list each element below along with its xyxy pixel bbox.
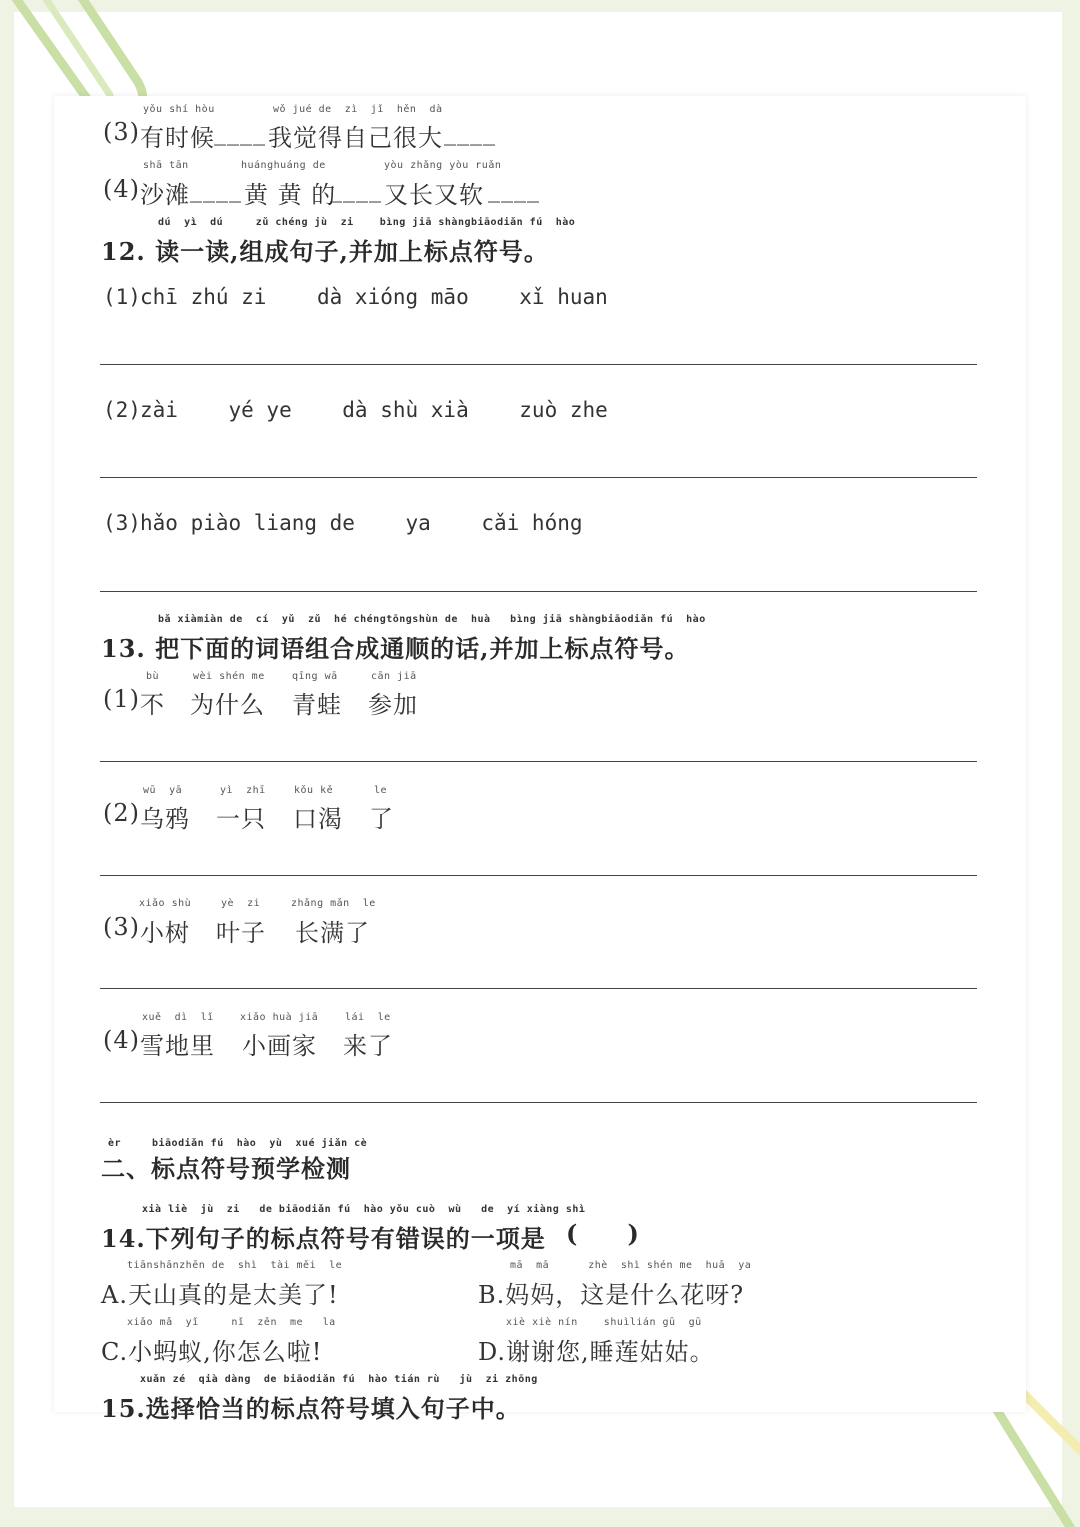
- question-title: 15.选择恰当的标点符号填入句子中。: [101, 1394, 521, 1423]
- pinyin-line: xuǎn zé qià dàng de biāodiǎn fú hào tián rù jù zi zhōng: [140, 1374, 538, 1385]
- pinyin-line: xià liè jù zi de biāodiǎn fú hào yǒu cuò wù de yí xiàng shì: [142, 1204, 586, 1215]
- pinyin-line: dú yì dú zǔ chéng jù zi bìng jiā shàngbiāodiǎn fú hào: [158, 217, 576, 228]
- question-number: (4): [103, 1026, 140, 1054]
- pinyin-words: chī zhú zi dà xióng māo xǐ huan: [140, 285, 608, 309]
- word: 叶子: [216, 919, 266, 947]
- word: 口渴: [293, 805, 343, 833]
- sentence-fragment: 有时候: [140, 124, 215, 152]
- answer-line[interactable]: [100, 591, 977, 592]
- word: 乌鸦: [140, 805, 190, 833]
- pinyin-line: huánghuáng de: [241, 160, 326, 171]
- question-title: 12. 读一读,组成句子,并加上标点符号。: [101, 237, 549, 266]
- question-number: (1): [103, 685, 140, 713]
- answer-paren[interactable]: ( ): [566, 1219, 639, 1248]
- question-number: (2): [103, 398, 141, 422]
- answer-line[interactable]: [100, 761, 977, 762]
- sentence-fragment: 我觉得自己很大: [268, 124, 443, 152]
- pinyin-line: yì zhī: [220, 785, 266, 796]
- word: 参加: [368, 691, 418, 719]
- pinyin-line: xiè xiè nín shuìlián gū gū: [506, 1317, 702, 1328]
- pinyin-line: kǒu kě: [294, 785, 334, 796]
- answer-line[interactable]: [100, 875, 977, 876]
- question-title: 14.下列句子的标点符号有错误的一项是: [101, 1224, 546, 1253]
- pinyin-line: bù: [146, 671, 160, 682]
- word: 一只: [216, 805, 266, 833]
- answer-line[interactable]: [100, 364, 977, 365]
- question-number: (3): [103, 118, 140, 146]
- word: 小树: [140, 919, 190, 947]
- answer-line[interactable]: [100, 477, 977, 478]
- question-number: (1): [103, 285, 141, 309]
- option-d[interactable]: D.谢谢您,睡莲姑姑。: [478, 1338, 715, 1366]
- pinyin-line: wǒ jué de zì jǐ hěn dà: [273, 104, 443, 115]
- pinyin-line: zhǎng mǎn le: [291, 898, 376, 909]
- pinyin-line: wèi shén me: [193, 671, 265, 682]
- pinyin-line: yǒu shí hòu: [143, 104, 215, 115]
- word: 为什么: [190, 691, 265, 719]
- pinyin-line: yè zi: [221, 898, 261, 909]
- question-number: (3): [103, 913, 140, 941]
- pinyin-line: mā mā zhè shì shén me huā ya: [510, 1260, 752, 1271]
- sentence-fragment: 又长又软: [384, 181, 484, 209]
- pinyin-line: wū yā: [143, 785, 183, 796]
- question-title: 13. 把下面的词语组合成通顺的话,并加上标点符号。: [101, 634, 690, 663]
- pinyin-line: yòu zhǎng yòu ruǎn: [384, 160, 502, 171]
- pinyin-line: bǎ xiàmiàn de cí yǔ zǔ hé chéngtōngshùn de huà bìng jiā shàngbiāodiǎn fú hào: [158, 614, 706, 625]
- answer-blank[interactable]: ____: [190, 175, 242, 203]
- answer-line[interactable]: [100, 1102, 977, 1103]
- pinyin-line: cān jiā: [371, 671, 417, 682]
- word: 不: [140, 691, 165, 719]
- question-number: (4): [103, 175, 140, 203]
- word: 小画家: [242, 1032, 317, 1060]
- question-number: (3): [103, 511, 141, 535]
- word: 长满了: [295, 919, 370, 947]
- word: 青蛙: [292, 691, 342, 719]
- section-heading: 二、标点符号预学检测: [101, 1154, 351, 1183]
- word: 了: [369, 805, 394, 833]
- pinyin-line: èr: [108, 1138, 122, 1149]
- pinyin-line: qīng wā: [292, 671, 338, 682]
- pinyin-line: xiǎo mǎ yǐ nǐ zěn me la: [127, 1317, 336, 1328]
- word: 雪地里: [140, 1032, 215, 1060]
- pinyin-line: shā tān: [143, 160, 189, 171]
- sentence-fragment: 沙滩: [140, 181, 190, 209]
- pinyin-line: xiǎo huà jiā: [240, 1012, 319, 1023]
- pinyin-words: zài yé ye dà shù xià zuò zhe: [140, 398, 608, 422]
- option-b[interactable]: B.妈妈，这是什么花呀?: [478, 1281, 745, 1309]
- answer-line[interactable]: [100, 988, 977, 989]
- pinyin-line: xiǎo shù: [139, 898, 192, 909]
- answer-blank[interactable]: ____: [214, 118, 266, 146]
- pinyin-line: le: [374, 785, 388, 796]
- answer-blank[interactable]: ____: [330, 175, 382, 203]
- pinyin-line: biāodiǎn fú hào yù xué jiǎn cè: [152, 1138, 368, 1149]
- pinyin-line: tiānshānzhēn de shì tài měi le: [127, 1260, 343, 1271]
- option-a[interactable]: A.天山真的是太美了!: [101, 1281, 339, 1309]
- pinyin-line: lái le: [345, 1012, 391, 1023]
- question-number: (2): [103, 799, 140, 827]
- answer-blank[interactable]: ____: [488, 175, 540, 203]
- pinyin-line: xuě dì lǐ: [142, 1012, 214, 1023]
- sentence-fragment: 黄 黄 的: [244, 181, 337, 209]
- answer-blank[interactable]: ____: [444, 118, 496, 146]
- pinyin-words: hǎo piào liang de ya cǎi hóng: [140, 511, 583, 535]
- option-c[interactable]: C.小蚂蚁,你怎么啦!: [101, 1338, 323, 1366]
- word: 来了: [343, 1032, 393, 1060]
